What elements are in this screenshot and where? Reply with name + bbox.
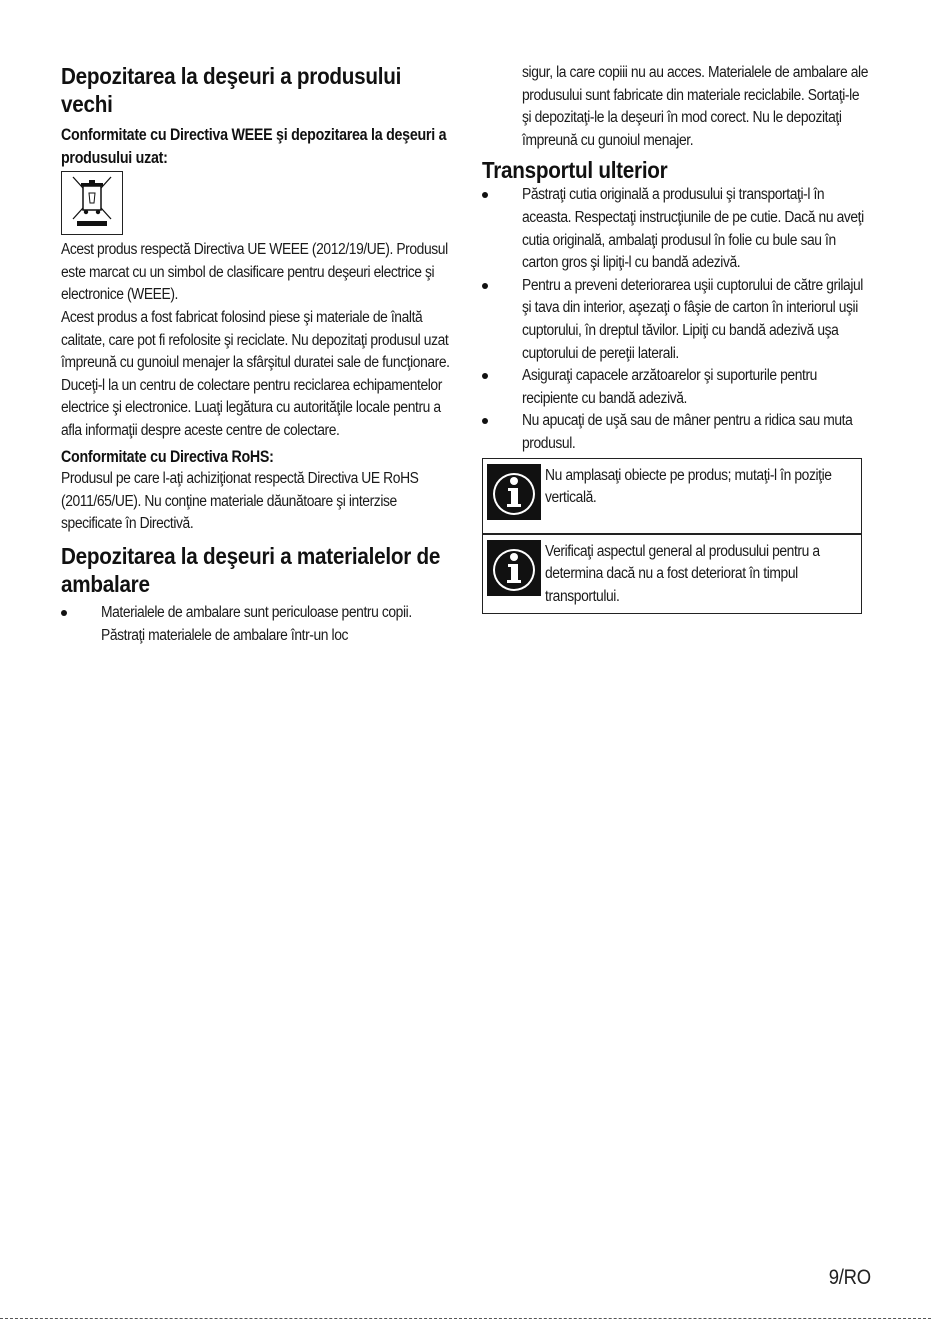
weee-symbol-box <box>61 171 123 235</box>
info-icon <box>487 540 541 601</box>
bottom-divider <box>0 1318 931 1319</box>
bullet-icon <box>482 373 488 379</box>
list-item: Păstraţi cutia originală a produsului şi transportaţi-l în aceasta. Respectaţi instrucţiunile de pe cutie. Dacă nu aveţi cutia originală, ambalaţi produsul în folie cu bule sau în carton gros şi lipiţi-l cu bandă adezivă. <box>482 184 870 274</box>
bullet-icon <box>482 192 488 198</box>
info-note-2 <box>482 534 862 614</box>
packaging-continuation-text: sigur, la care copiii nu au acces. Materialele de ambalare ale produsului sunt fabricate din materiale reciclabile. Sortaţi-le şi depozitaţi-le la deşeuri în mod corect. Nu le depozitaţi împreună cu gunoiul menajer. <box>522 64 869 149</box>
transport-bullet-list <box>482 184 870 455</box>
rohs-paragraph: Produsul pe care l-aţi achiziţionat respectă Directiva UE RoHS (2011/65/UE). Nu conţine materiale dăunătoare şi interzise specificate în Directivă. <box>61 470 419 533</box>
weee-paragraph-2: Acest produs a fost fabricat folosind piese şi materiale de înaltă calitate, care pot fi refolosite şi reciclate. Nu depozitaţi produsul uzat împreună cu gunoiul menajer la sfârşitul duratei sale de funcţionare. Duceţi-l la un centru de colectare pentru reciclarea echipamentelor electrice şi electronice. Luaţi legătura cu autorităţile locale pentru a afla informaţii despre aceste centre de colectare. <box>61 308 450 439</box>
list-item: Materialele de ambalare sunt periculoase pentru copii. Păstraţi materialele de ambalare într-un loc <box>61 602 453 647</box>
crossed-out-wheeled-bin-icon <box>69 173 115 234</box>
right-column <box>482 62 870 614</box>
list-item: Asiguraţi capacele arzătoarelor şi suporturile pentru recipiente cu bandă adezivă. <box>482 365 870 410</box>
left-column <box>61 62 453 647</box>
bullet-icon <box>482 283 488 289</box>
subheading-weee-compliance: Conformitate cu Directiva WEEE şi depozitarea la deşeuri a produsului uzat: <box>61 126 447 167</box>
info-note-2-text: Verificaţi aspectul general al produsului pentru a determina dacă nu a fost deteriorat în timpul transportului. <box>545 542 820 605</box>
section-heading-packaging-disposal: Depozitarea la deşeuri a materialelor de ambalare <box>61 542 441 597</box>
packaging-bullet-list <box>61 602 453 647</box>
info-note-1 <box>482 458 862 534</box>
info-note-1-text: Nu amplasaţi obiecte pe produs; mutaţi-l în poziţie verticală. <box>545 466 832 507</box>
subheading-rohs-compliance: Conformitate cu Directiva RoHS: <box>61 447 274 466</box>
bullet-icon <box>482 418 488 424</box>
list-item: Pentru a preveni deteriorarea uşii cuptorului de către grilajul şi tava din interior, aşezaţi o fâşie de carton în interiorul uşii cuptorului, în dreptul tăvilor. Lipiţi cu bandă adezivă uşa cuptorului de pereţii laterali. <box>482 275 870 365</box>
page-number: 9/RO <box>828 1266 871 1289</box>
weee-paragraph-1: Acest produs respectă Directiva UE WEEE (2012/19/UE). Produsul este marcat cu un simbol de clasificare pentru deşeuri electrice şi electronice (WEEE). <box>61 241 448 304</box>
section-heading-further-transport: Transportul ulterior <box>482 157 668 184</box>
section-heading-old-product-disposal: Depozitarea la deşeuri a produsului vechi <box>61 63 402 117</box>
list-item: Nu apucaţi de uşă sau de mâner pentru a ridica sau muta produsul. <box>482 410 870 455</box>
info-icon <box>487 464 541 525</box>
bullet-icon <box>61 610 67 616</box>
